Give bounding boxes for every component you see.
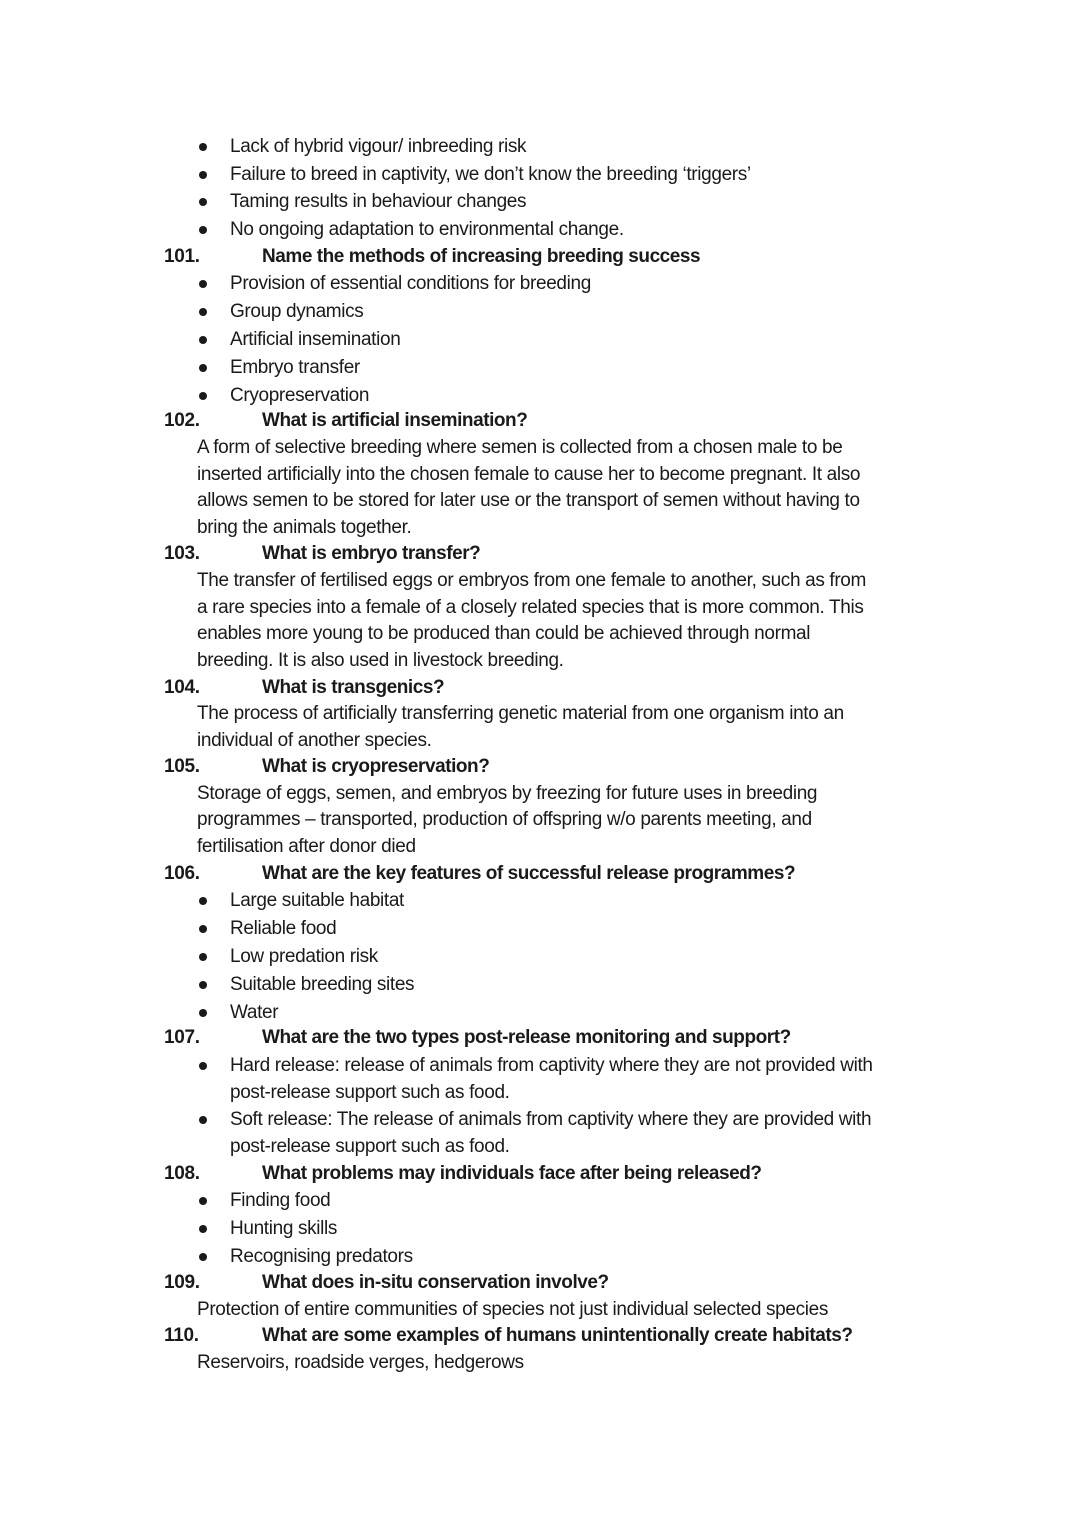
bullet-icon <box>199 280 207 288</box>
list-item: Failure to breed in captivity, we don’t know the breeding ‘triggers’ <box>230 164 751 185</box>
question-heading: What is transgenics? <box>262 677 445 698</box>
question-heading: What is cryopreservation? <box>262 756 490 777</box>
bullet-icon <box>199 226 207 234</box>
question-heading: What are some examples of humans unintentionally create habitats? <box>262 1325 853 1346</box>
bullet-icon <box>199 953 207 961</box>
answer-line: The transfer of fertilised eggs or embryos from one female to another, such as from <box>197 570 866 591</box>
list-item: Hunting skills <box>230 1218 338 1239</box>
list-item: Large suitable habitat <box>230 890 404 911</box>
bullet-icon <box>199 1062 207 1070</box>
answer-line: individual of another species. <box>197 730 432 751</box>
bullet-icon <box>199 308 207 316</box>
answer-line: programmes – transported, production of offspring w/o parents meeting, and <box>197 809 812 830</box>
list-item: Recognising predators <box>230 1246 413 1267</box>
bullet-icon <box>199 1116 207 1124</box>
question-heading: What is artificial insemination? <box>262 410 528 431</box>
bullet-icon <box>199 1009 207 1017</box>
list-item: Cryopreservation <box>230 385 370 406</box>
list-item: Group dynamics <box>230 301 364 322</box>
answer-line: Protection of entire communities of species not just individual selected species <box>197 1299 829 1320</box>
question-number: 105. <box>164 756 200 777</box>
bullet-icon <box>199 143 207 151</box>
list-item: Water <box>230 1002 279 1023</box>
question-number: 108. <box>164 1163 200 1184</box>
question-number: 106. <box>164 863 200 884</box>
bullet-icon <box>199 198 207 206</box>
question-number: 101. <box>164 246 200 267</box>
answer-line: a rare species into a female of a closely related species that is more common. This <box>197 597 864 618</box>
question-number: 107. <box>164 1027 200 1048</box>
bullet-icon <box>199 1253 207 1261</box>
question-heading: Name the methods of increasing breeding success <box>262 246 701 267</box>
bullet-icon <box>199 171 207 179</box>
bullet-icon <box>199 925 207 933</box>
answer-line: bring the animals together. <box>197 517 412 538</box>
bullet-icon <box>199 364 207 372</box>
answer-line: Reservoirs, roadside verges, hedgerows <box>197 1352 524 1373</box>
question-heading: What does in-situ conservation involve? <box>262 1272 609 1293</box>
answer-line: inserted artificially into the chosen female to cause her to become pregnant. It also <box>197 464 861 485</box>
answer-line: fertilisation after donor died <box>197 836 416 857</box>
list-item: Finding food <box>230 1190 331 1211</box>
list-item: Suitable breeding sites <box>230 974 415 995</box>
answer-line: breeding. It is also used in livestock breeding. <box>197 650 564 671</box>
question-number: 110. <box>164 1325 199 1346</box>
bullet-icon <box>199 897 207 905</box>
list-item: Artificial insemination <box>230 329 401 350</box>
question-number: 103. <box>164 543 200 564</box>
question-heading: What problems may individuals face after being released? <box>262 1163 762 1184</box>
answer-line: allows semen to be stored for later use or the transport of semen without having to <box>197 490 860 511</box>
question-number: 102. <box>164 410 200 431</box>
question-heading: What are the key features of successful release programmes? <box>262 863 796 884</box>
question-number: 109. <box>164 1272 200 1293</box>
list-item: Hard release: release of animals from captivity where they are not provided with <box>230 1055 873 1076</box>
answer-line: A form of selective breeding where semen is collected from a chosen male to be <box>197 437 843 458</box>
list-item-continuation: post-release support such as food. <box>230 1136 510 1157</box>
list-item: Provision of essential conditions for breeding <box>230 273 591 294</box>
bullet-icon <box>199 981 207 989</box>
list-item: Taming results in behaviour changes <box>230 191 527 212</box>
question-number: 104. <box>164 677 200 698</box>
answer-line: enables more young to be produced than could be achieved through normal <box>197 623 811 644</box>
list-item-continuation: post-release support such as food. <box>230 1082 510 1103</box>
question-heading: What is embryo transfer? <box>262 543 481 564</box>
answer-line: The process of artificially transferring genetic material from one organism into an <box>197 703 844 724</box>
list-item: Reliable food <box>230 918 337 939</box>
bullet-icon <box>199 1197 207 1205</box>
list-item: Embryo transfer <box>230 357 360 378</box>
bullet-icon <box>199 336 207 344</box>
list-item: No ongoing adaptation to environmental change. <box>230 219 624 240</box>
list-item: Lack of hybrid vigour/ inbreeding risk <box>230 136 527 157</box>
list-item: Soft release: The release of animals from captivity where they are provided with <box>230 1109 872 1130</box>
answer-line: Storage of eggs, semen, and embryos by freezing for future uses in breeding <box>197 783 818 804</box>
question-heading: What are the two types post-release monitoring and support? <box>262 1027 791 1048</box>
list-item: Low predation risk <box>230 946 378 967</box>
bullet-icon <box>199 1225 207 1233</box>
bullet-icon <box>199 392 207 400</box>
